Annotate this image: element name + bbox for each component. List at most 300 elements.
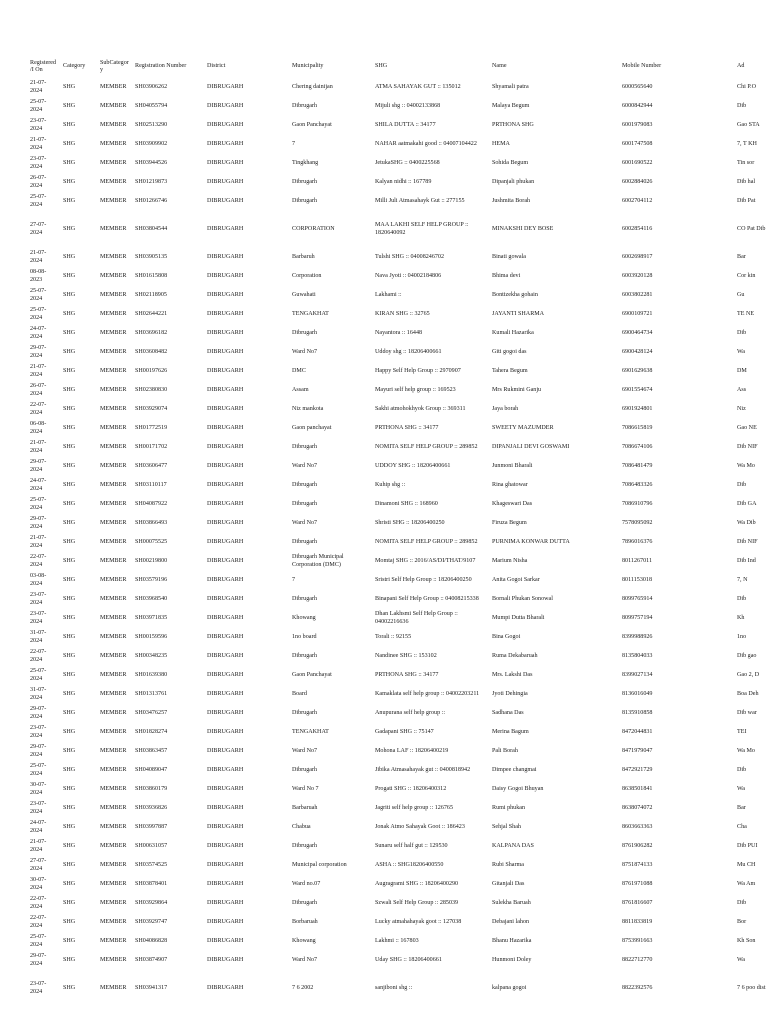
cell-district: DIBRUGARH [207,557,244,564]
cell-shg: Sakhi atmohokhyok Group :: 369311 [375,405,466,412]
table-row [24,628,768,647]
cell-mobile-number: 8753991663 [622,937,653,944]
table-row [24,571,768,590]
cell-shg: Progati SHG :: 18206400312 [375,785,447,792]
cell-address: Dib [737,102,747,109]
col-header-name: Name [492,63,507,70]
cell-member-name: Dipanjali phukan [492,178,535,185]
cell-registered-date: 03-08-2024 [30,573,47,587]
cell-member-name: Ruma Dekabaruah [492,652,538,659]
cell-municipality: Tingkhang [292,159,319,166]
cell-subcategory: MEMBER [100,83,127,90]
cell-member-name: Jyoti Dehingia [492,690,528,697]
cell-municipality: Dibrugarh [292,538,318,545]
cell-registered-date: 29-07-2024 [30,706,47,720]
cell-address: Mu CH [737,861,756,868]
cell-category: SHG [63,225,76,232]
cell-registration-number: SH03909902 [135,140,168,147]
cell-subcategory: MEMBER [100,785,127,792]
col-header-registered-on: Registered/I On [30,59,57,73]
cell-registration-number: SH04055794 [135,102,168,109]
cell-district: DIBRUGARH [207,880,244,887]
cell-shg: Dinamoni SHG :: 168960 [375,500,438,507]
cell-municipality: Dibrugarh [292,652,318,659]
cell-district: DIBRUGARH [207,899,244,906]
cell-subcategory: MEMBER [100,462,127,469]
cell-category: SHG [63,880,76,887]
cell-municipality: Dibrugarh [292,595,318,602]
cell-municipality: Gaon Panchayat [292,121,332,128]
cell-member-name: Gitanjali Das [492,880,525,887]
cell-registered-date: 26-07-2024 [30,175,47,189]
cell-registration-number: SH03905135 [135,253,168,260]
cell-address: Boa Deh [737,690,759,697]
cell-subcategory: MEMBER [100,937,127,944]
cell-member-name: PURNIMA KONWAR DUTTA [492,538,570,545]
cell-registered-date: 23-07-2024 [30,801,47,815]
cell-registered-date: 29-07-2024 [30,459,47,473]
cell-registered-date: 21-07-2024 [30,440,47,454]
cell-district: DIBRUGARH [207,861,244,868]
cell-registration-number: SH04086828 [135,937,168,944]
cell-subcategory: MEMBER [100,823,127,830]
cell-mobile-number: 6003802281 [622,291,653,298]
cell-address: Gao STA [737,121,760,128]
cell-subcategory: MEMBER [100,538,127,545]
table-row [24,495,768,514]
cell-category: SHG [63,159,76,166]
cell-registration-number: SH03574525 [135,861,168,868]
cell-district: DIBRUGARH [207,614,244,621]
cell-member-name: Sohida Begum [492,159,529,166]
cell-district: DIBRUGARH [207,766,244,773]
cell-member-name: Giti gogoi das [492,348,527,355]
cell-registration-number: SH00219800 [135,557,168,564]
table-row [24,875,768,894]
cell-district: DIBRUGARH [207,984,244,991]
cell-mobile-number: 6001690522 [622,159,653,166]
cell-shg: Uddoy shg :: 18206400661 [375,348,442,355]
cell-address: CO Pat Dib [737,225,766,232]
cell-municipality: Ward No 7 [292,785,319,792]
col-header-municipality: Municipality [292,63,324,70]
cell-address: Dib GA [737,500,757,507]
cell-address: Chi P.O [737,83,756,90]
cell-mobile-number: 6002854116 [622,225,653,232]
table-row [24,837,768,856]
col-header-address: Ad [737,63,745,70]
cell-category: SHG [63,671,76,678]
cell-shg: Lakhmi :: 167803 [375,937,419,944]
cell-shg: Shristi SHG :: 18206400250 [375,519,445,526]
cell-category: SHG [63,823,76,830]
cell-registered-date: 21-07-2024 [30,364,47,378]
cell-mobile-number: 6002704112 [622,197,653,204]
cell-category: SHG [63,272,76,279]
cell-mobile-number: 8472921729 [622,766,653,773]
cell-shg: Mohona LAF :: 18206400219 [375,747,449,754]
cell-member-name: KALPANA DAS [492,842,534,849]
cell-mobile-number: 6900428124 [622,348,653,355]
cell-subcategory: MEMBER [100,253,127,260]
cell-mobile-number: 8011267011 [622,557,653,564]
cell-district: DIBRUGARH [207,709,244,716]
cell-registration-number: SH03476257 [135,709,168,716]
table-row [24,723,768,742]
cell-category: SHG [63,861,76,868]
cell-address: Wa Am [737,880,756,887]
cell-category: SHG [63,633,76,640]
cell-registration-number: SH03968540 [135,595,168,602]
cell-shg: Jagriti self help group :: 126765 [375,804,454,811]
cell-registered-date: 21-07-2024 [30,80,47,94]
cell-category: SHG [63,253,76,260]
cell-mobile-number: 6001747508 [622,140,653,147]
cell-district: DIBRUGARH [207,823,244,830]
cell-address: Bar [737,253,746,260]
table-body [24,78,768,1007]
cell-address: Niz [737,405,746,412]
cell-registration-number: SH03929747 [135,918,168,925]
cell-member-name: HEMA [492,140,510,147]
cell-subcategory: MEMBER [100,159,127,166]
cell-member-name: Bornali Phukan Sonowal [492,595,553,602]
cell-shg: SHILA DUTTA :: 34177 [375,121,436,128]
cell-registered-date: 30-07-2024 [30,877,47,891]
table-row [24,419,768,438]
cell-address: Dib [737,595,747,602]
cell-address: Dib NIF [737,443,758,450]
col-header-subcategory: SubCategory [100,59,129,73]
cell-registration-number: SH03874907 [135,956,168,963]
cell-district: DIBRUGARH [207,253,244,260]
cell-municipality: Gaon Panchayat [292,671,332,678]
cell-address: Cha [737,823,747,830]
cell-municipality: Dibrugarh [292,443,318,450]
cell-address: Kh [737,614,745,621]
cell-subcategory: MEMBER [100,671,127,678]
cell-municipality: Barbaruah [292,804,318,811]
table-row [24,742,768,761]
cell-subcategory: MEMBER [100,861,127,868]
cell-registration-number: SH01772519 [135,424,168,431]
cell-district: DIBRUGARH [207,956,244,963]
cell-shg: Tulshi SHG :: 04008246702 [375,253,445,260]
cell-municipality: Chering dainijan [292,83,333,90]
cell-subcategory: MEMBER [100,690,127,697]
cell-registered-date: 25-07-2024 [30,497,47,511]
col-header-category: Category [63,63,86,70]
cell-shg: PRTHONA SHG :: 34177 [375,424,439,431]
cell-address: Cor kin [737,272,756,279]
cell-category: SHG [63,424,76,431]
cell-category: SHG [63,519,76,526]
cell-mobile-number: 8099765914 [622,595,653,602]
cell-subcategory: MEMBER [100,519,127,526]
cell-subcategory: MEMBER [100,709,127,716]
cell-address: Wa Mo [737,747,755,754]
cell-district: DIBRUGARH [207,690,244,697]
cell-district: DIBRUGARH [207,329,244,336]
cell-subcategory: MEMBER [100,367,127,374]
cell-address: Wa [737,785,745,792]
table-row [24,552,768,571]
cell-subcategory: MEMBER [100,102,127,109]
cell-category: SHG [63,842,76,849]
table-row [24,343,768,362]
cell-registration-number: SH01615808 [135,272,168,279]
cell-subcategory: MEMBER [100,405,127,412]
cell-municipality: Ward No7 [292,348,318,355]
cell-registered-date: 29-07-2024 [30,744,47,758]
cell-shg: NOMITA SELF HELP GROUP :: 289852 [375,538,478,545]
cell-category: SHG [63,291,76,298]
table-row [24,856,768,875]
cell-registration-number: SH01828274 [135,728,168,735]
cell-subcategory: MEMBER [100,652,127,659]
cell-mobile-number: 8822392576 [622,984,653,991]
cell-address: Wa Dib [737,519,756,526]
cell-shg: Kamaklata self help group :: 04002203211 [375,690,480,697]
cell-district: DIBRUGARH [207,728,244,735]
cell-district: DIBRUGARH [207,462,244,469]
cell-district: DIBRUGARH [207,633,244,640]
cell-shg: Torali :: 92155 [375,633,412,640]
cell-district: DIBRUGARH [207,500,244,507]
cell-mobile-number: 8761971088 [622,880,653,887]
cell-category: SHG [63,937,76,944]
cell-mobile-number: 6900464734 [622,329,653,336]
cell-address: Dib PUI [737,842,758,849]
table-row [24,192,768,211]
table-row [24,135,768,154]
cell-address: Wa Mo [737,462,755,469]
cell-member-name: MINAKSHI DEY BOSE [492,225,554,232]
cell-subcategory: MEMBER [100,576,127,583]
cell-member-name: PRTHONA SHG [492,121,534,128]
cell-subcategory: MEMBER [100,348,127,355]
cell-subcategory: MEMBER [100,899,127,906]
cell-category: SHG [63,197,76,204]
cell-registration-number: SH03929074 [135,405,168,412]
cell-address: 7, N [737,576,748,583]
cell-registration-number: SH04089047 [135,766,168,773]
cell-category: SHG [63,557,76,564]
cell-registered-date: 21-07-2024 [30,839,47,853]
cell-member-name: Mrs Rukmini Ganju [492,386,542,393]
table-row [24,97,768,116]
cell-mobile-number: 8761906282 [622,842,653,849]
cell-mobile-number: 8136016049 [622,690,653,697]
cell-member-name: Kumali Hazarika [492,329,534,336]
cell-registered-date: 22-07-2024 [30,402,47,416]
cell-registration-number: SH01266746 [135,197,168,204]
cell-registration-number: SH03863457 [135,747,168,754]
cell-subcategory: MEMBER [100,140,127,147]
cell-category: SHG [63,576,76,583]
cell-district: DIBRUGARH [207,519,244,526]
table-row [24,704,768,723]
cell-shg: Augragrami SHG :: 18206400290 [375,880,459,887]
cell-registered-date: 23-07-2024 [30,981,47,995]
cell-subcategory: MEMBER [100,178,127,185]
cell-member-name: Rina ghatowar [492,481,528,488]
cell-member-name: Jaya borah [492,405,519,412]
cell-registration-number: SH03860179 [135,785,168,792]
table-row [24,647,768,666]
cell-mobile-number: 6000565640 [622,83,653,90]
cell-mobile-number: 6002884026 [622,178,653,185]
cell-address: 7, T KH [737,140,757,147]
cell-district: DIBRUGARH [207,140,244,147]
cell-subcategory: MEMBER [100,842,127,849]
cell-registration-number: SH03696182 [135,329,168,336]
cell-mobile-number: 6003920128 [622,272,653,279]
cell-municipality: 7 6 2002 [292,984,314,991]
cell-registration-number: SH03906262 [135,83,168,90]
cell-district: DIBRUGARH [207,197,244,204]
cell-subcategory: MEMBER [100,747,127,754]
cell-registration-number: SH00197626 [135,367,168,374]
cell-member-name: Shyamali patra [492,83,529,90]
cell-subcategory: MEMBER [100,329,127,336]
cell-shg: JetukaSHG :: 0400225568 [375,159,440,166]
cell-category: SHG [63,899,76,906]
cell-member-name: Bontizekha gohain [492,291,538,298]
cell-address: Dib [737,899,747,906]
cell-address: Ass [737,386,747,393]
cell-mobile-number: 7086615819 [622,424,653,431]
cell-address: TEI [737,728,747,735]
cell-category: SHG [63,405,76,412]
cell-category: SHG [63,766,76,773]
cell-mobile-number: 8399027134 [622,671,653,678]
cell-registration-number: SH01219873 [135,178,168,185]
cell-municipality: Dibrugarh [292,899,318,906]
cell-shg: sanjiboni shg :: [375,984,413,991]
cell-registered-date: 06-08-2024 [30,421,47,435]
cell-district: DIBRUGARH [207,121,244,128]
cell-member-name: SWEETY MAZUMDER [492,424,554,431]
cell-address: Kh Son [737,937,756,944]
cell-address: TE NE [737,310,755,317]
table-row [24,666,768,685]
cell-district: DIBRUGARH [207,367,244,374]
cell-district: DIBRUGARH [207,102,244,109]
cell-registered-date: 21-07-2024 [30,535,47,549]
table-header [24,56,768,78]
table-row [24,438,768,457]
cell-address: Bar [737,804,746,811]
cell-member-name: Malaya Begum [492,102,530,109]
cell-municipality: Ward no.07 [292,880,321,887]
cell-member-name: Bhima devi [492,272,521,279]
cell-category: SHG [63,595,76,602]
cell-registration-number: SH02380830 [135,386,168,393]
cell-municipality: Ward No7 [292,747,318,754]
cell-district: DIBRUGARH [207,747,244,754]
cell-municipality: Dibrugarh [292,178,318,185]
cell-district: DIBRUGARH [207,652,244,659]
cell-registered-date: 24-07-2024 [30,820,47,834]
cell-district: DIBRUGARH [207,405,244,412]
cell-subcategory: MEMBER [100,424,127,431]
cell-address: Dib NIF [737,538,758,545]
cell-registered-date: 30-07-2024 [30,782,47,796]
cell-registered-date: 22-07-2024 [30,649,47,663]
cell-address: Wa [737,348,745,355]
cell-registered-date: 26-07-2024 [30,383,47,397]
table-row [24,476,768,495]
cell-registered-date: 21-07-2024 [30,250,47,264]
cell-member-name: Tahera Begum [492,367,528,374]
table-row [24,590,768,609]
cell-category: SHG [63,462,76,469]
table-row [24,457,768,476]
cell-shg: KIRAN SHG :: 32765 [375,310,430,317]
table-row [24,799,768,818]
cell-category: SHG [63,121,76,128]
cell-subcategory: MEMBER [100,633,127,640]
table-row [24,951,768,970]
table-row [24,267,768,286]
cell-member-name: Bhanu Hazarika [492,937,532,944]
cell-category: SHG [63,804,76,811]
cell-district: DIBRUGARH [207,83,244,90]
cell-municipality: Chabua [292,823,311,830]
cell-mobile-number: 8472044831 [622,728,653,735]
cell-mobile-number: 6901924801 [622,405,653,412]
cell-category: SHG [63,956,76,963]
cell-district: DIBRUGARH [207,225,244,232]
cell-shg: Jibika Atmasahayak gut :: 0400818942 [375,766,471,773]
table-row [24,970,768,1007]
cell-mobile-number: 7086674106 [622,443,653,450]
cell-municipality: Borbaruah [292,918,318,925]
cell-mobile-number: 8638074072 [622,804,653,811]
col-header-registration-number: Registration Number [135,63,187,70]
cell-shg: Jonak Atmo Sahayak Goot :: 186423 [375,823,465,830]
cell-registration-number: SH03804544 [135,225,168,232]
cell-member-name: kalpana gogoi [492,984,527,991]
cell-subcategory: MEMBER [100,481,127,488]
cell-category: SHG [63,785,76,792]
cell-municipality: Municipal corporation [292,861,347,868]
cell-member-name: Khageswari Das [492,500,533,507]
cell-municipality: 7 [292,140,296,147]
cell-member-name: JAYANTI SHARMA [492,310,545,317]
cell-category: SHG [63,984,76,991]
cell-mobile-number: 8603663363 [622,823,653,830]
cell-subcategory: MEMBER [100,225,127,232]
member-table [24,56,768,1007]
cell-address: Dib [737,766,747,773]
cell-shg: ATMA SAHAYAK GUT :: 135012 [375,83,461,90]
cell-member-name: Daisy Gogoi Bhuyan [492,785,544,792]
cell-subcategory: MEMBER [100,728,127,735]
cell-municipality: Corporation [292,272,322,279]
cell-subcategory: MEMBER [100,804,127,811]
cell-category: SHG [63,83,76,90]
table-row [24,533,768,552]
cell-shg: Szwali Self Help Group :: 285039 [375,899,459,906]
cell-category: SHG [63,367,76,374]
cell-subcategory: MEMBER [100,918,127,925]
cell-member-name: Bina Gogoi [492,633,521,640]
cell-shg: Kuhip shg :: [375,481,406,488]
cell-registration-number: SH01639380 [135,671,168,678]
cell-shg: ASHA :: SHG18206400550 [375,861,444,868]
